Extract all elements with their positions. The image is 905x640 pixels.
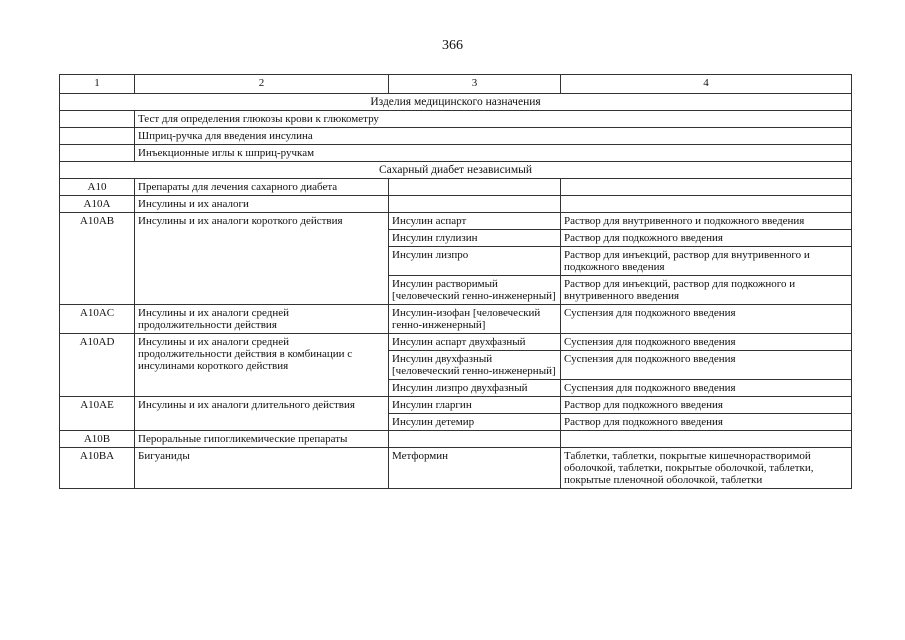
drug-name: Инсулин гларгин	[389, 397, 561, 414]
drug-form: Суспензия для подкожного введения	[561, 305, 852, 334]
drug-form	[561, 431, 852, 448]
table-row	[60, 196, 852, 213]
drug-name	[389, 196, 561, 213]
drug-form	[561, 196, 852, 213]
group-name: Инсулины и их аналоги длительного действия	[135, 397, 389, 431]
drug-name: Метформин	[389, 448, 561, 489]
drug-name: Инсулин-изофан [человеческий генно-инженерный]	[389, 305, 561, 334]
drug-form: Раствор для инъекций, раствор для подкожного и внутривенного введения	[561, 276, 852, 305]
table-row	[60, 213, 852, 230]
atc-code: A10AD	[60, 334, 135, 397]
drug-name	[389, 431, 561, 448]
group-name: Бигуаниды	[135, 448, 389, 489]
drug-name: Инсулин аспарт двухфазный	[389, 334, 561, 351]
drug-form: Раствор для внутривенного и подкожного введения	[561, 213, 852, 230]
device-item: Шприц-ручка для введения инсулина	[135, 128, 852, 145]
device-item: Тест для определения глюкозы крови к глюкометру	[135, 111, 852, 128]
header-col-4: 4	[561, 75, 852, 94]
table-row	[60, 448, 852, 489]
drug-name: Инсулин аспарт	[389, 213, 561, 230]
header-col-1: 1	[60, 75, 135, 94]
table-row	[60, 111, 852, 128]
drug-form	[561, 179, 852, 196]
drug-form: Раствор для подкожного введения	[561, 397, 852, 414]
page-number: 366	[442, 38, 463, 53]
drug-form: Суспензия для подкожного введения	[561, 380, 852, 397]
header-row	[60, 75, 852, 94]
section-row	[60, 162, 852, 179]
drug-table	[59, 74, 852, 489]
drug-name: Инсулин лизпро двухфазный	[389, 380, 561, 397]
atc-code: A10	[60, 179, 135, 196]
drug-form: Таблетки, таблетки, покрытые кишечнорастворимой оболочкой, таблетки, покрытые оболочкой, таблетки, покрытые пленочной оболочкой, таблетки	[561, 448, 852, 489]
drug-form: Суспензия для подкожного введения	[561, 334, 852, 351]
drug-name: Инсулин детемир	[389, 414, 561, 431]
header-col-3: 3	[389, 75, 561, 94]
atc-code: A10AB	[60, 213, 135, 305]
group-name: Препараты для лечения сахарного диабета	[135, 179, 389, 196]
group-name: Инсулины и их аналоги средней продолжительности действия в комбинации с инсулинами короткого действия	[135, 334, 389, 397]
header-col-2: 2	[135, 75, 389, 94]
section-title-devices: Изделия медицинского назначения	[60, 94, 852, 111]
table-row	[60, 179, 852, 196]
atc-code: A10A	[60, 196, 135, 213]
table-row	[60, 305, 852, 334]
group-name: Инсулины и их аналоги средней продолжительности действия	[135, 305, 389, 334]
drug-form: Суспензия для подкожного введения	[561, 351, 852, 380]
table-row	[60, 128, 852, 145]
drug-form: Раствор для инъекций, раствор для внутривенного и подкожного введения	[561, 247, 852, 276]
code-cell	[60, 128, 135, 145]
group-name: Пероральные гипогликемические препараты	[135, 431, 389, 448]
atc-code: A10AE	[60, 397, 135, 431]
table-row	[60, 334, 852, 351]
table-row	[60, 397, 852, 414]
atc-code: A10AC	[60, 305, 135, 334]
drug-name: Инсулин растворимый [человеческий генно-инженерный]	[389, 276, 561, 305]
group-name: Инсулины и их аналоги короткого действия	[135, 213, 389, 305]
drug-form: Раствор для подкожного введения	[561, 414, 852, 431]
drug-name: Инсулин лизпро	[389, 247, 561, 276]
code-cell	[60, 111, 135, 128]
section-row	[60, 94, 852, 111]
code-cell	[60, 145, 135, 162]
drug-name: Инсулин глулизин	[389, 230, 561, 247]
atc-code: A10B	[60, 431, 135, 448]
table-row	[60, 431, 852, 448]
group-name: Инсулины и их аналоги	[135, 196, 389, 213]
atc-code: A10BA	[60, 448, 135, 489]
drug-name: Инсулин двухфазный [человеческий генно-инженерный]	[389, 351, 561, 380]
device-item: Инъекционные иглы к шприц-ручкам	[135, 145, 852, 162]
section-title-diabetes: Сахарный диабет независимый	[60, 162, 852, 179]
drug-name	[389, 179, 561, 196]
drug-form: Раствор для подкожного введения	[561, 230, 852, 247]
table-row	[60, 145, 852, 162]
